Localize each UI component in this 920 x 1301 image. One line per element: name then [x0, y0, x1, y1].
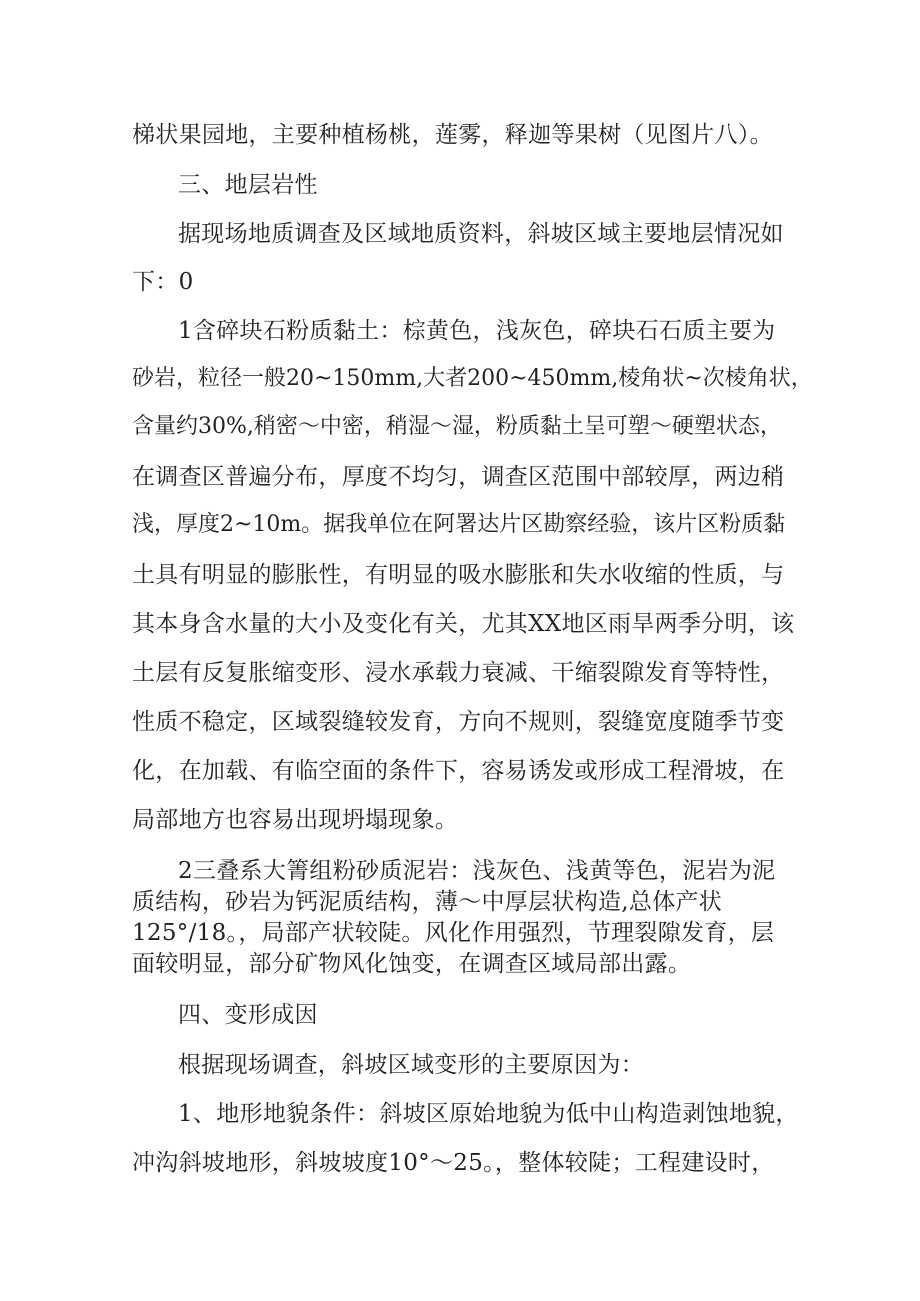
text-line: 面较明显，部分矿物风化蚀变，在调查区域局部出露。 [132, 951, 692, 977]
text-line: 在调查区普遍分布，厚度不均匀，调查区范围中部较厚，两边稍 [132, 464, 785, 490]
section-heading: 三、地层岩性 [178, 172, 318, 198]
text-line: 根据现场调查，斜坡区域变形的主要原因为： [178, 1052, 644, 1078]
text-line: 梯状果园地，主要种植杨桃，莲雾，释迦等果树（见图片八）。 [132, 122, 773, 148]
section-heading: 四、变形成因 [178, 1002, 318, 1028]
text-line: 2三叠系大箐组粉砂质泥岩：浅灰色、浅黄等色，泥岩为泥 [178, 858, 776, 884]
text-line: 冲沟斜坡地形，斜坡坡度10°～25。，整体较陡；工程建设时， [132, 1150, 775, 1176]
text-line: 下：0 [132, 269, 194, 295]
text-line: 125°/18。，局部产状较陡。风化作用强烈，节理裂隙发育，层 [132, 920, 775, 946]
text-line: 浅，厚度2~10m。据我单位在阿署达片区勘察经验，该片区粉质黏 [132, 512, 786, 537]
text-line: 1含碎块石粉质黏土：棕黄色，浅灰色，碎块石石质主要为 [178, 318, 776, 344]
text-line: 含量约30%,稍密～中密，稍湿～湿，粉质黏土呈可塑～硬塑状态， [132, 414, 782, 439]
text-line: 其本身含水量的大小及变化有关，尤其XX地区雨旱两季分明，该 [132, 611, 795, 637]
text-line: 土具有明显的膨胀性，有明显的吸水膨胀和失水收缩的性质，与 [132, 562, 785, 588]
text-line: 性质不稳定，区域裂缝较发育，方向不规则，裂缝宽度随季节变 [132, 709, 785, 735]
text-line: 局部地方也容易出现坍塌现象。 [132, 807, 459, 833]
text-line: 化，在加载、有临空面的条件下，容易诱发或形成工程滑坡，在 [132, 758, 785, 784]
text-line: 砂岩，粒径一般20~150mm,大者200~450mm,棱角状~次棱角状， [132, 366, 813, 391]
text-line: 据现场地质调查及区域地质资料，斜坡区域主要地层情况如 [178, 221, 784, 247]
text-line: 质结构，砂岩为钙泥质结构，薄～中厚层状构造,总体产状 [132, 889, 723, 915]
text-line: 1、地形地貌条件：斜坡区原始地貌为低中山构造剥蚀地貌， [178, 1101, 799, 1127]
text-line: 土层有反复胀缩变形、浸水承载力衰减、干缩裂隙发育等特性， [132, 660, 785, 686]
